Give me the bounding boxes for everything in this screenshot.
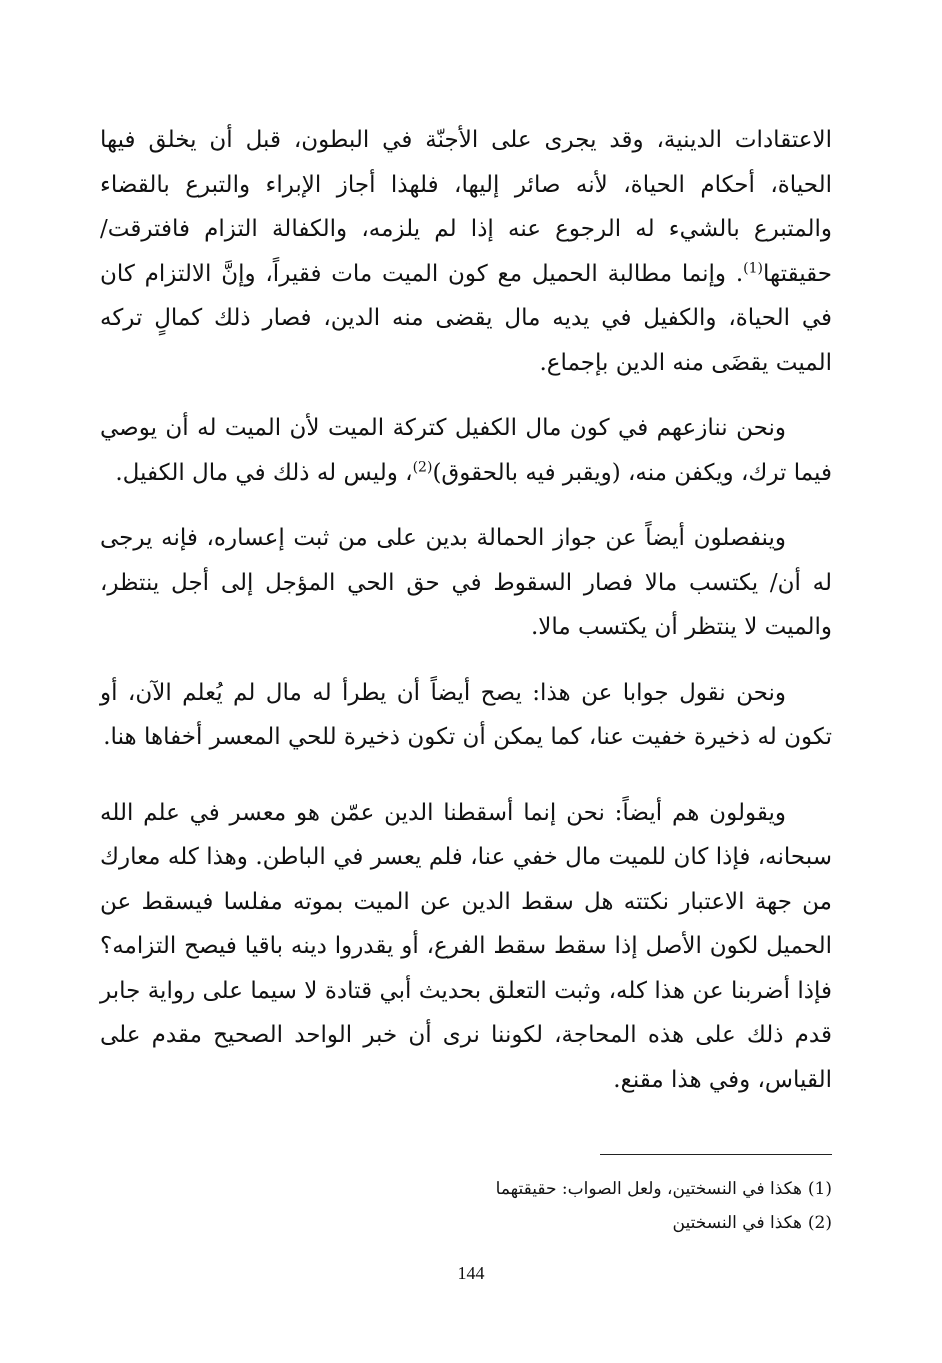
page-body [100,118,832,1102]
footnote-2-text: هكذا في النسختين [672,1213,802,1233]
paragraph-4 [100,671,832,760]
footnote-ref-1[interactable]: (1) [743,259,764,276]
footnote-separator [600,1154,832,1155]
footnote-2-number: (2) [807,1213,832,1233]
paragraph-3 [100,516,832,650]
footnote-2 [232,1206,832,1240]
footnote-1 [232,1172,832,1206]
paragraph-1-text-continued: . وإنما مطالبة الحميل مع كون الميت مات فقيراً، وإنَّ الالتزام كان في الحياة، والكفيل في يديه مال يقضى منه الدين، فصار ذلك كمالٍ تركه الميت يقضَى منه الدين بإجماع. [100,260,832,376]
footnote-ref-2[interactable]: (2) [412,458,433,475]
paragraph-2 [100,406,832,495]
page-number: 144 [457,1263,485,1283]
paragraph-3-text: وينفصلون أيضاً عن جواز الحمالة بدين على من ثبت إعساره، فإنه يرجى له أن/ يكتسب مالا فصار السقوط في حق الحي المؤجل إلى أجل ينتظر، والميت لا ينتظر أن يكتسب مالا. [100,525,832,640]
paragraph-5-text: ويقولون هم أيضاً: نحن إنما أسقطنا الدين عمّن هو معسر في علم الله سبحانه، فإذا كان للميت مال خفي عنا، فلم يعسر في الباطن. وهذا كله معارك من جهة الاعتبار نكتته هل سقط الدين عن الميت بموته مفلسا فيسقط عن الحميل لكون الأصل إذا سقط سقط الفرع، أو يقدروا دينه باقيا فيصح التزامه؟ فإذا أضربنا عن هذا كله، وثبت التعلق بحديث أبي قتادة لا سيما على رواية جابر قدم ذلك على هذه المحاجة، لكوننا نرى أن خبر الواحد الصحيح مقدم على القياس، وفي هذا مقنع. [100,799,832,1093]
footnotes [232,1172,832,1240]
paragraph-2-text-continued: ، وليس له ذلك في مال الكفيل. [115,459,413,486]
paragraph-1-text: الاعتقادات الدينية، وقد يجرى على الأجنّة في البطون، قبل أن يخلق فيها الحياة، أحكام الحياة، لأنه صائر إليها، فلهذا أجاز الإبراء والتبرع بالقضاء والمتبرع بالشيء له الرجوع عنه إذا لم يلزمه، والكفالة التزام فافترقت/ حقيقتها [100,127,832,287]
paragraph-4-text: ونحن نقول جوابا عن هذا: يصح أيضاً أن يطرأ له مال لم يُعلم الآن، أو تكون له ذخيرة خفيت عنا، كما يمكن أن تكون ذخيرة للحي المعسر أخفاها هنا. [100,679,832,750]
footnote-1-text: هكذا في النسختين، ولعل الصواب: حقيقتهما [495,1179,802,1199]
paragraph-1 [100,118,832,385]
paragraph-5 [100,791,832,1103]
paragraph-2-text: ونحن ننازعهم في كون مال الكفيل كتركة الميت لأن الميت له أن يوصي فيما ترك، ويكفن منه، (ويقبر فيه بالحقوق) [100,415,832,486]
footnote-1-number: (1) [807,1179,832,1199]
